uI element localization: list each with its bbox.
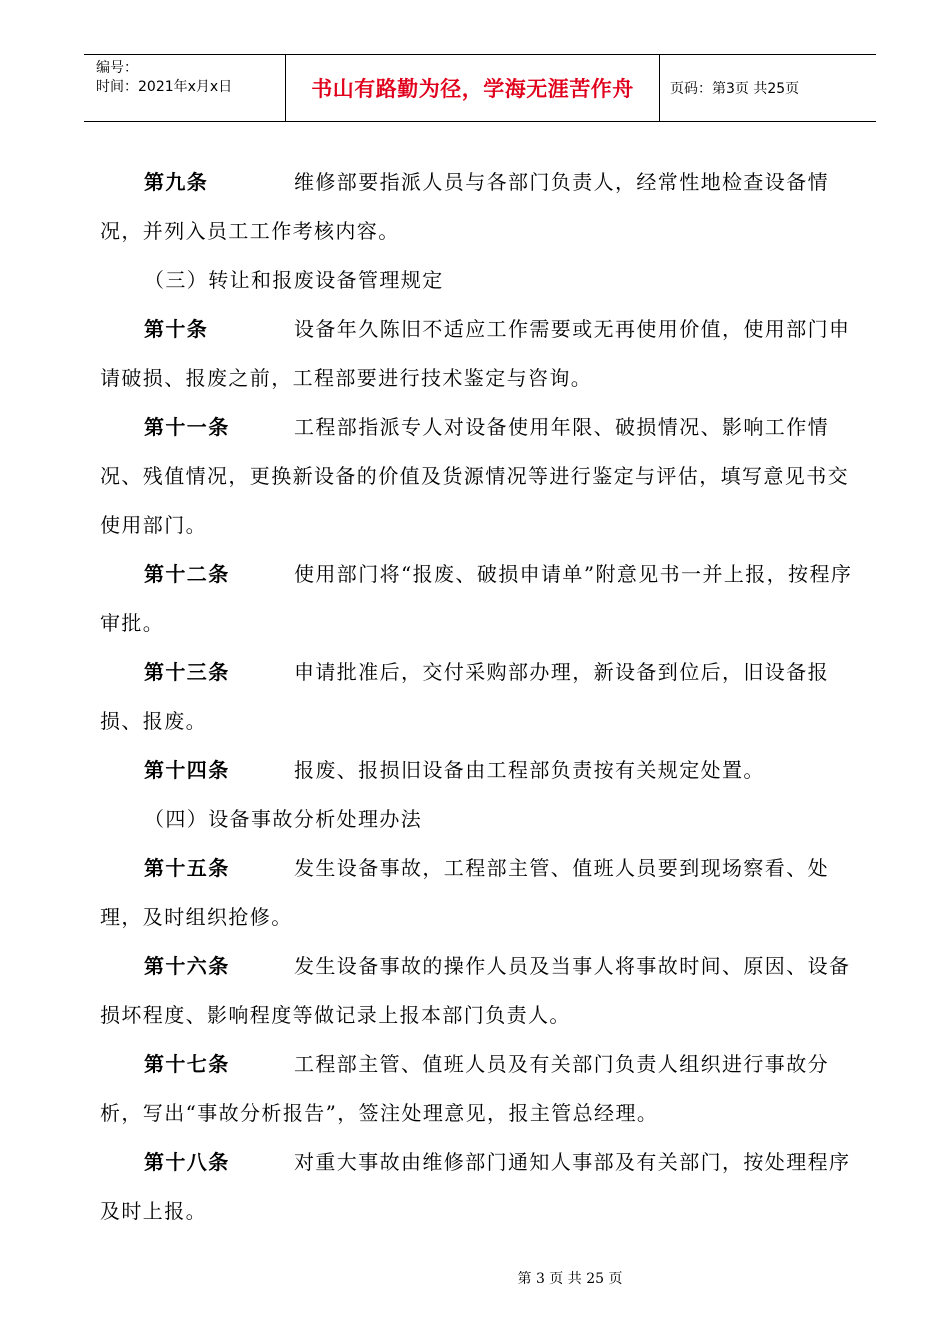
article-text: 对重大事故由维修部门通知人事部及有关部门，按处理程序及时上报。 xyxy=(100,1150,851,1223)
header-motto: 书山有路勤为径，学海无涯苦作舟 xyxy=(286,55,660,121)
article-paragraph xyxy=(100,746,862,795)
article-text: 报废、报损旧设备由工程部负责按有关规定处置。 xyxy=(294,758,765,782)
header-page-info: 页码：第3页 共25页 xyxy=(670,81,800,97)
article-text: 使用部门将“报废、破损申请单”附意见书一并上报，按程序审批。 xyxy=(100,562,853,635)
article-label: 第十四条 xyxy=(144,758,230,782)
date-line: 时间：2021年x月x日 xyxy=(96,79,233,95)
page-footer: 第 3 页 共 25 页 xyxy=(517,1271,623,1287)
article-paragraph xyxy=(100,942,862,1040)
article-label: 第十一条 xyxy=(144,415,230,439)
article-paragraph xyxy=(100,550,862,648)
article-label: 第十三条 xyxy=(144,660,230,684)
article-text: 工程部指派专人对设备使用年限、破损情况、影响工作情况、残值情况，更换新设备的价值及货源情况等进行鉴定与评估，填写意见书交使用部门。 xyxy=(100,415,849,537)
article-paragraph xyxy=(100,158,862,256)
article-label: 第十六条 xyxy=(144,954,230,978)
article-label: 第十二条 xyxy=(144,562,230,586)
article-label: 第十五条 xyxy=(144,856,230,880)
article-paragraph xyxy=(100,844,862,942)
header-meta xyxy=(84,55,286,121)
article-label: 第九条 xyxy=(144,170,209,194)
article-text: 发生设备事故的操作人员及当事人将事故时间、原因、设备损坏程度、影响程度等做记录上报本部门负责人。 xyxy=(100,954,851,1027)
article-text: 设备年久陈旧不适应工作需要或无再使用价值，使用部门申请破损、报废之前，工程部要进行技术鉴定与咨询。 xyxy=(100,317,851,390)
section-heading: （四）设备事故分析处理办法 xyxy=(144,807,423,831)
document-body xyxy=(100,158,862,1236)
article-paragraph xyxy=(100,403,862,550)
article-paragraph xyxy=(100,1138,862,1236)
article-label: 第十条 xyxy=(144,317,209,341)
article-paragraph xyxy=(100,305,862,403)
section-heading: （三）转让和报废设备管理规定 xyxy=(144,268,444,292)
doc-number-label: 编号： xyxy=(96,60,138,76)
article-text: 发生设备事故，工程部主管、值班人员要到现场察看、处理，及时组织抢修。 xyxy=(100,856,829,929)
article-label: 第十八条 xyxy=(144,1150,230,1174)
article-label: 第十七条 xyxy=(144,1052,230,1076)
article-paragraph xyxy=(100,1040,862,1138)
article-paragraph xyxy=(100,648,862,746)
article-text: 工程部主管、值班人员及有关部门负责人组织进行事故分析，写出“事故分析报告”，签注处理意见，报主管总经理。 xyxy=(100,1052,829,1125)
article-text: 维修部要指派人员与各部门负责人，经常性地检查设备情况，并列入员工工作考核内容。 xyxy=(100,170,829,243)
article-text: 申请批准后，交付采购部办理，新设备到位后，旧设备报损、报废。 xyxy=(100,660,829,733)
page-header xyxy=(84,54,876,122)
